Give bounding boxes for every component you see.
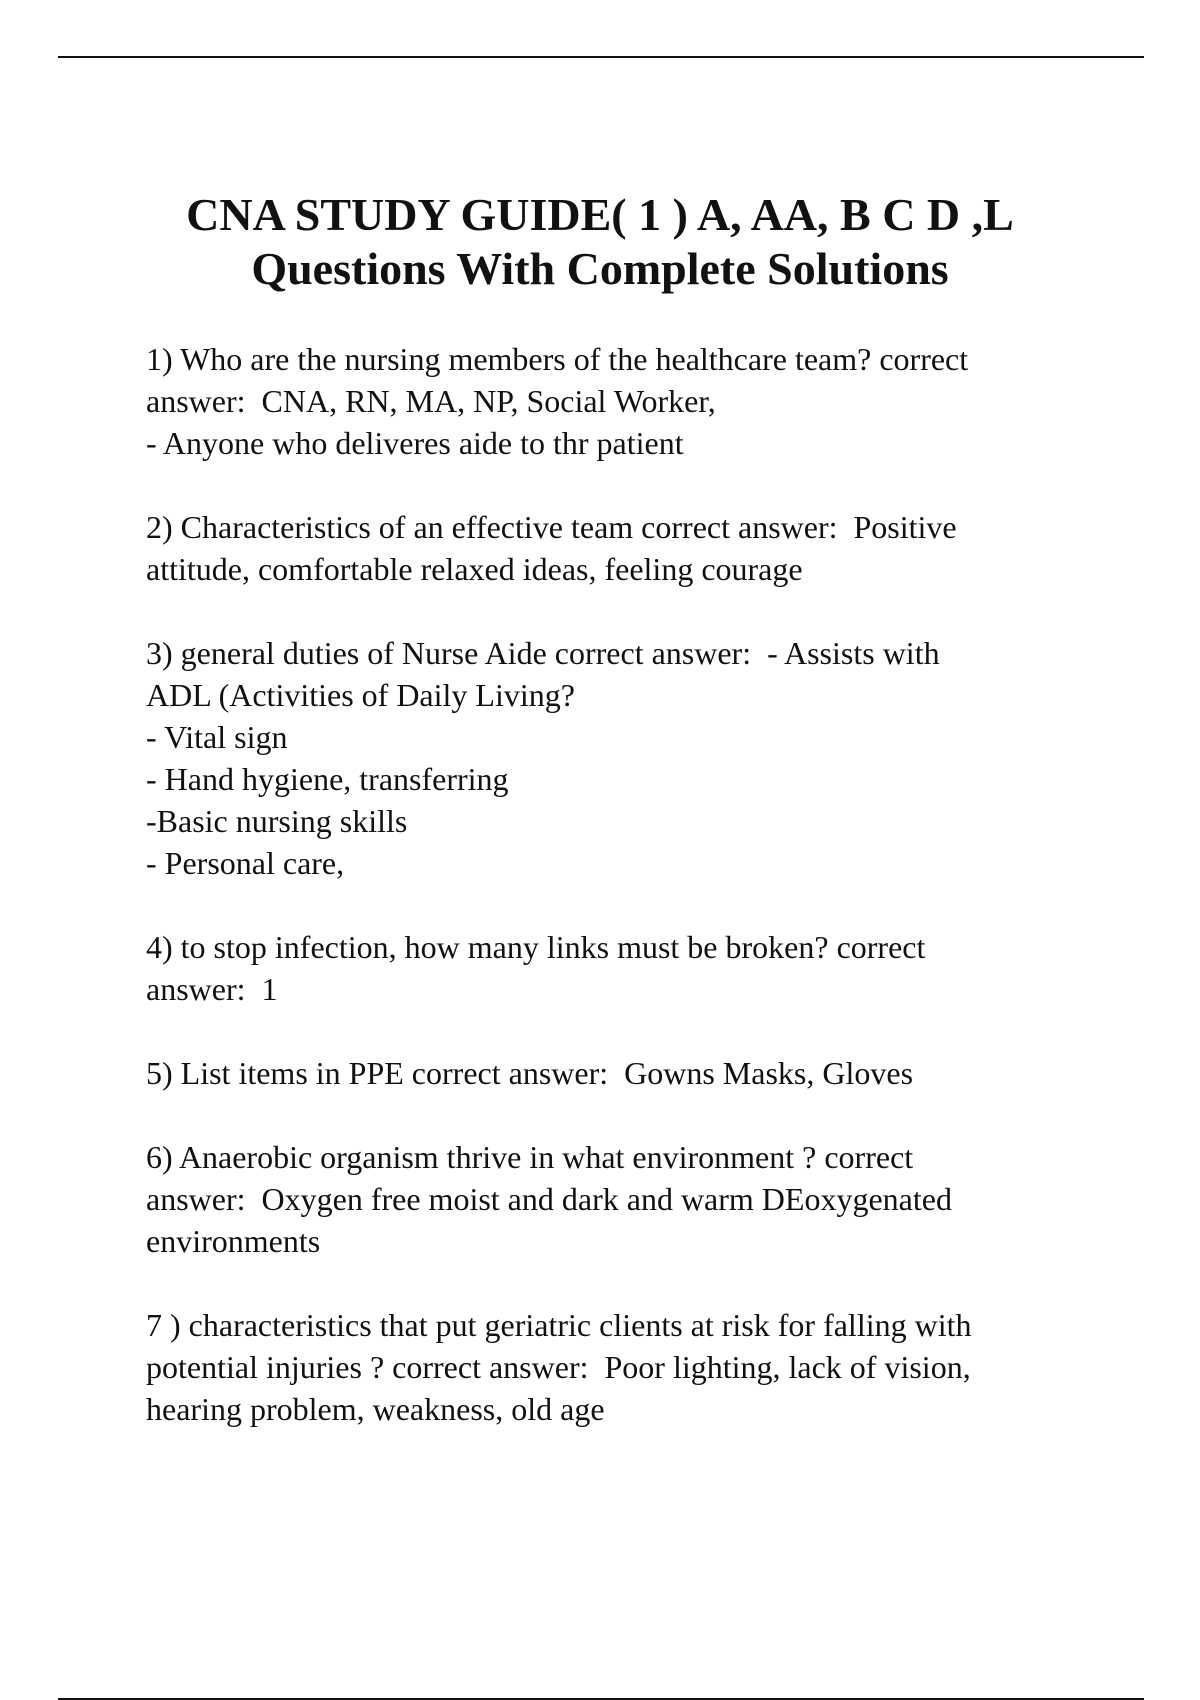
question-line: 3) general duties of Nurse Aide correct answer: - Assists with: [146, 635, 940, 671]
question-line: 1) Who are the nursing members of the healthcare team? correct: [146, 341, 969, 377]
question-item-5: [146, 1052, 1096, 1094]
question-line: - Anyone who deliveres aide to thr patient: [146, 425, 684, 461]
question-list: [146, 338, 1096, 1472]
page-title: [0, 188, 1200, 296]
question-line: 6) Anaerobic organism thrive in what environment ? correct: [146, 1139, 914, 1175]
question-line: answer: 1: [146, 971, 278, 1007]
question-item-1: [146, 338, 1096, 464]
question-line: ADL (Activities of Daily Living?: [146, 677, 575, 713]
question-line: - Personal care,: [146, 845, 345, 881]
question-line: 7 ) characteristics that put geriatric clients at risk for falling with: [146, 1307, 972, 1343]
top-divider: [58, 56, 1144, 58]
question-line: -Basic nursing skills: [146, 803, 408, 839]
question-line: answer: Oxygen free moist and dark and warm DEoxygenated: [146, 1181, 952, 1217]
question-line: potential injuries ? correct answer: Poor lighting, lack of vision,: [146, 1349, 971, 1385]
question-line: attitude, comfortable relaxed ideas, feeling courage: [146, 551, 803, 587]
title-line-2: Questions With Complete Solutions: [251, 243, 949, 294]
question-line: environments: [146, 1223, 321, 1259]
question-line: 2) Characteristics of an effective team correct answer: Positive: [146, 509, 957, 545]
question-line: hearing problem, weakness, old age: [146, 1391, 605, 1427]
question-line: 5) List items in PPE correct answer: Gowns Masks, Gloves: [146, 1055, 914, 1091]
question-item-6: [146, 1136, 1096, 1262]
question-item-2: [146, 506, 1096, 590]
question-line: - Vital sign: [146, 719, 288, 755]
title-line-1: CNA STUDY GUIDE( 1 ) A, AA, B C D ,L: [186, 189, 1014, 240]
question-line: answer: CNA, RN, MA, NP, Social Worker,: [146, 383, 716, 419]
question-line: - Hand hygiene, transferring: [146, 761, 509, 797]
question-item-7: [146, 1304, 1096, 1430]
question-line: 4) to stop infection, how many links must be broken? correct: [146, 929, 926, 965]
question-item-4: [146, 926, 1096, 1010]
question-item-3: [146, 632, 1096, 884]
